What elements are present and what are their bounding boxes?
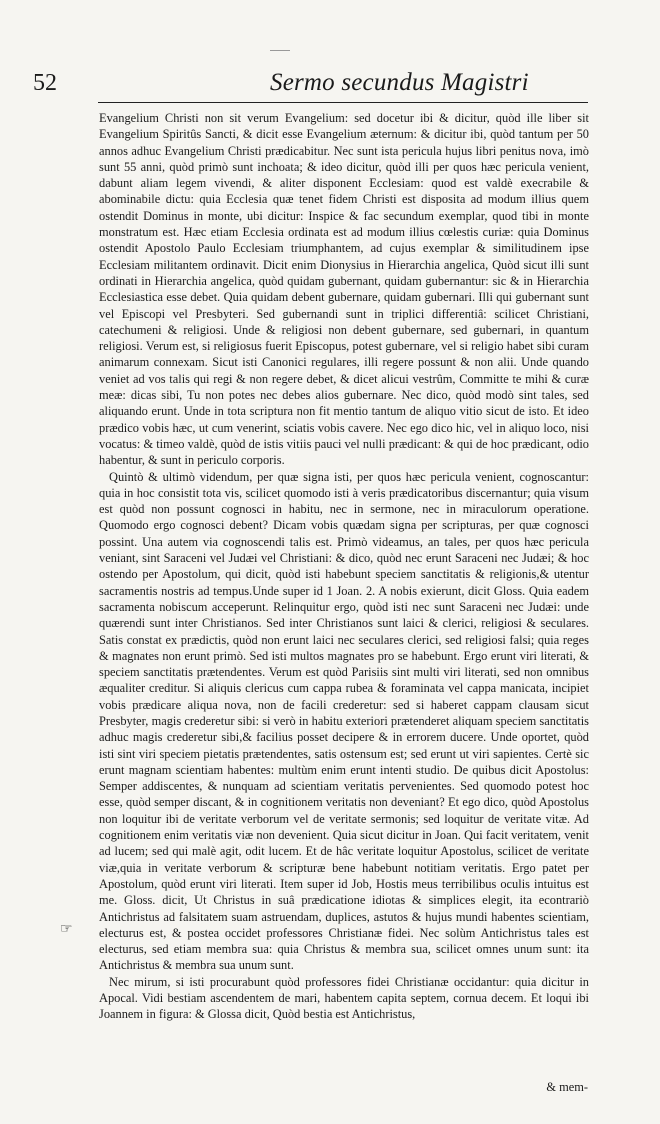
paragraph: Quintò & ultimò videndum, per quæ signa isti, per quos hæc pericula venient, cognoscantur: quia in hoc consistit tota vis, scilicet quomodo isti à veris prædicatoribus discernantur; quia visum est quòd non possunt cognosci in habitu, nec in sermone, nec in miraculorum operatione. Quomodo ergo cognosci debent? Dicam vobis quædam signa per scripturas, per quæ cognosci possint. Una autem via cognoscendi talis est. Primò videamus, an tales, per quos hæc pericula veniant, sint Saraceni vel Judæi vel Christiani: & dico, quòd nec erunt Saraceni nec Judæi; & hoc ostendo per Apostolum, qui dicit, quòd isti habebunt speciem sanctitatis & religionis,& utentur sacramentis nostris ad tempus.Unde super id 1 Joan. 2. A nobis exierunt, dicit Gloss. Quia eadem sacramenta nobiscum acceperunt. Relinquitur ergo, quòd isti nec sunt Saraceni nec Judæi: unde quærendi sunt inter Christianos. Sed inter Christianos sunt laici & clerici, religiosi & seculares. Satis constat ex prædictis, quòd non erunt laici nec seculares clerici, sed religiosi falsi; quia reges & magnates non erunt primò. Sed isti multos magnates pro se habebunt. Ergo erunt viri literati, & speciem sanctitatis prætendentes. Verum est quòd Parisiis sint multi viri literati, sed non omnibus æqualiter creditur. Si aliquis clericus cum cappa rubea & foraminata vel cappa manicata, incipiet vobis prædicare aliqua nova, non de facili crederetur: sed si haberet cappam clausam sicut Presbyter, magis crederetur sibi: si verò in habitu exteriori prætenderet aliquam speciem sanctitatis adhuc magis crederetur sibi,& facilius posset decipere & in errorem ducere. Unde oportet, quòd isti sint viri speciem pietatis prætendentes, satis ostensum est; sed erunt ut viri sapientes. Certè sic erunt magnam scientiam habentes: multùm enim erunt intenti studio. De quibus dicit Apostolus: Semper addiscentes, & nunquam ad scientiam veritatis pervenientes. Sed quomodo potest hoc esse, quòd semper discant, & in cognitionem veritatis non deveniant? Et ego dico, quòd Apostolus non loquitur ibi de veritate verborum vel de veritate sermonis; sed loquitur de veritate vitæ. Ad cognitionem enim veritatis viæ non devenient. Quia sicut dicitur in Joan. Qui facit veritatem, venit ad lucem; sed qui malè agit, odit lucem. Et de hâc veritate loquitur Apostolus, scilicet de veritate viæ,quia in veritate verborum & scripturæ bene habebunt notitiam veritatis. Ergo patet per Apostolum, quòd erunt viri literati. Item super id Job, Hostis meus terribilibus oculis intuitus est me. Gloss. dicit, Ut Christus in suâ prædicatione idiotas & simplices elegit, ita econtrariò Antichristus ad falsitatem suam astruendam, duplices, astutos & hujus mundi habentes scientiam, electurus est, & postea occidet professores Christianæ fidei. Nec solùm Antichristus tales est electurus, sed etiam membra sua: quia Christus & membra sua, scilicet omnes unum sunt: ita Antichristus & membra sua unum sunt. xyxy=(99,469,589,973)
pointing-hand-icon: ☞ xyxy=(60,921,73,937)
top-edge-mark xyxy=(270,50,290,51)
running-head: Sermo secundus Magistri xyxy=(270,69,529,96)
header-rule xyxy=(98,102,588,103)
paragraph: Nec mirum, si isti procurabunt quòd professores fidei Christianæ occidantur: quia dicitur in Apocal. Vidi bestiam ascendentem de mari, habentem capita septem, cornua decem. Et loqui ibi Joannem in figura: & Glossa dicit, Quòd bestia est Antichristus, xyxy=(99,974,589,1022)
body-text xyxy=(99,110,589,1023)
catchword: & mem- xyxy=(546,1080,588,1094)
paragraph: Evangelium Christi non sit verum Evangelium: sed docetur ibi & dicitur, quòd ille liber sit Evangelium Spiritûs Sancti, & dicit esse Evangelium æternum: & dicitur ibi, quòd tantum per 50 annos adhuc Evangelium Christi prædicabitur. Nec sunt ista pericula hujus libri penitus nova, imò sunt 55 anni, quòd primò sunt inchoata; & ideo dicitur, quòd illi per quos hæc pericula venient, dabunt aliam legem vivendi, & aliter disponent Ecclesiam: quod est valdè execrabile & abominabile dictu: quia Ecclesia quæ tenet fidem Christi est disposita ad modum illius quem ostendit Dominus in monte, ubi dicitur: Inspice & fac secundum exemplar, quod tibi in monte monstratum est. Hæc etiam Ecclesia ordinata est ad modum illius cœlestis curiæ: quia Dominus ostendit Apostolo Paulo Ecclesiam triumphantem, ad cujus exemplar & similitudinem ipse Ecclesiam militantem ordinavit. Dicit enim Dionysius in Hierarchia angelica, Quòd sicut illi sunt ordinati in Hierarchia angelica, quòd quidam gubernant, quidam gubernantur: sic & in Hierarchia Ecclesiastica esse debet. Quia quidam debent gubernare, quidam gubernari. Illi qui gubernant sunt vel Episcopi vel Presbyteri. Sed gubernandi sunt in triplici differentiâ: scilicet Christiani, catechumeni & religiosi. Unde & religiosi non debent gubernare, sed gubernari, in quantum religiosi. Verum est, si religiosus fuerit Episcopus, potest gubernare, vel si religio habet sibi curam animarum connexam. Sicut isti Canonici regulares, illi regere possunt & non alii. Unde quando veniet ad vos talis qui regi & non regere debet, & dicet alicui vestrûm, Committe te mihi & curæ meæ: dicas sibi, Tu non potes nec debes alios gubernare. Nec dico, quòd modò sint tales, sed aliquando erunt. Unde in tota scriptura non fit mentio tantum de aliquo vitio sicut de isto. Et ideo prædico vobis hæc, ut cum venerint, sciatis vobis cavere. Nec ego dico hic, vel in aliquo loco, nisi vocatus: & timeo valdè, quòd de istis vitiis pauci vel nulli prædicant: & qui de hoc prædicant, odio habentur, & sunt in periculo corporis. xyxy=(99,111,589,468)
page-number: 52 xyxy=(33,70,57,96)
